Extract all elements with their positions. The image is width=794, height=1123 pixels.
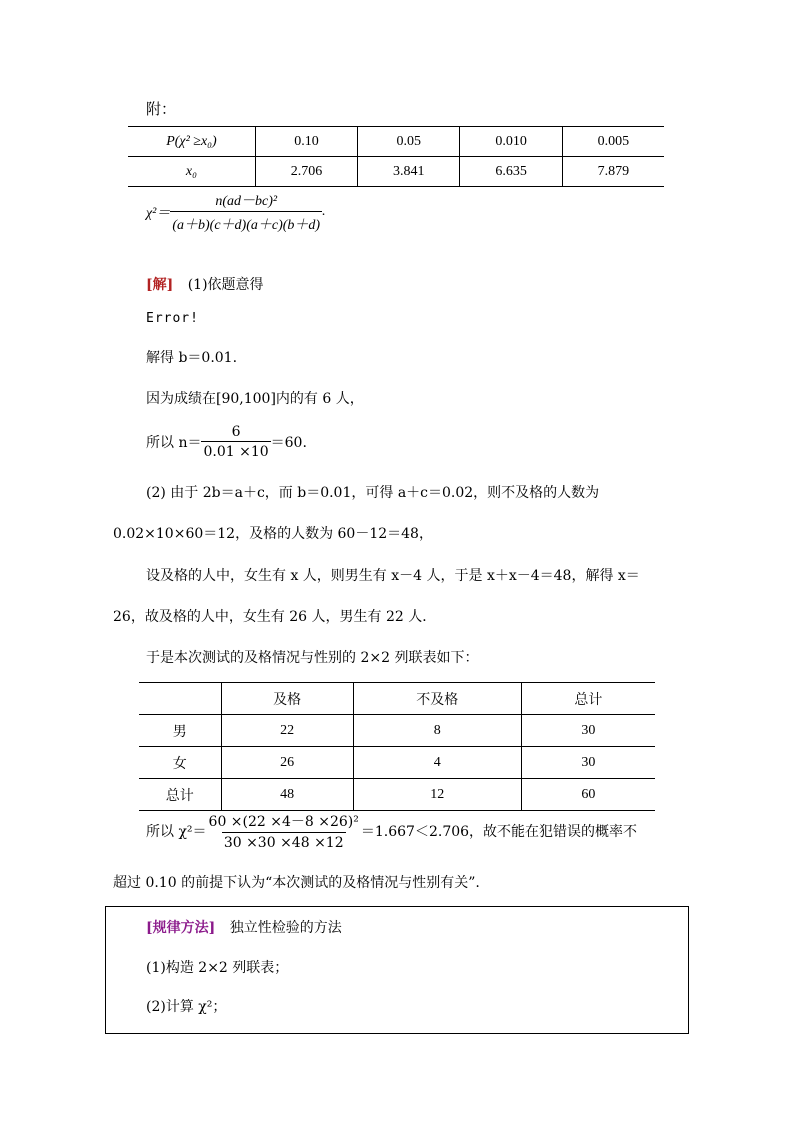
n-prefix: 所以 n＝ — [146, 435, 202, 451]
method-step-1: (1)构造 2×2 列联表； — [146, 960, 289, 976]
table-cell: 7.879 — [562, 157, 664, 187]
table-cell: 0.005 — [562, 127, 664, 157]
table-row — [128, 157, 664, 187]
chi-result: ＝1.667＜2.706，故不能在犯错误的概率不 — [360, 824, 638, 840]
n-result: ＝60. — [270, 435, 307, 451]
range-line: 因为成绩在[90,100]内的有 6 人， — [146, 391, 364, 407]
table-intro: 于是本次测试的及格情况与性别的 2×2 列联表如下： — [146, 650, 479, 666]
table-cell: 26 — [221, 747, 353, 779]
chi-prefix: 所以 χ²＝ — [146, 824, 207, 840]
table-cell: 4 — [353, 747, 521, 779]
n-denominator: 0.01 ×10 — [201, 441, 270, 460]
part2-line4: 26，故及格的人中，女生有 26 人，男生有 22 人． — [113, 609, 437, 625]
table-row — [139, 747, 655, 779]
table-cell: x₀ — [128, 157, 255, 187]
table-cell: 30 — [521, 747, 655, 779]
solve-b: 解得 b＝0.01. — [146, 350, 238, 366]
part2-line1: (2) 由于 2b＝a＋c，而 b＝0.01，可得 a＋c＝0.02，则不及格的人数为 — [146, 485, 600, 501]
chi-square-formula — [146, 190, 326, 234]
table-cell: 女 — [139, 747, 221, 779]
appendix-label: 附： — [146, 100, 177, 118]
formula-fraction — [170, 190, 322, 234]
solution-tag: [解] — [146, 277, 174, 293]
table-cell: 48 — [221, 779, 353, 811]
table-header: 不及格 — [353, 683, 521, 715]
chi-fraction — [207, 811, 361, 851]
chi-numerator: 60 ×(22 ×4－8 ×26)² — [208, 814, 359, 830]
part2-line2: 0.02×10×60＝12，及格的人数为 60－12＝48， — [113, 526, 433, 542]
n-fraction — [201, 424, 270, 460]
table-cell — [139, 683, 221, 715]
table-header-row — [139, 683, 655, 715]
table-header: 及格 — [221, 683, 353, 715]
method-box — [105, 906, 689, 1034]
formula-numerator: n(ad－bc)² — [215, 194, 278, 209]
n-formula — [146, 424, 307, 460]
table-header: 总计 — [521, 683, 655, 715]
formula-denominator: (a＋b)(c＋d)(a＋c)(b＋d) — [170, 211, 322, 234]
critical-value-table — [128, 126, 664, 187]
chi-computation — [146, 811, 637, 851]
part2-line3: 设及格的人中，女生有 x 人，则男生有 x－4 人，于是 x＋x－4＝48，解得 x＝ — [146, 568, 640, 584]
solution-header — [146, 274, 264, 294]
method-step-2: (2)计算 χ²； — [146, 999, 227, 1015]
contingency-table — [139, 682, 655, 811]
n-numerator: 6 — [231, 424, 241, 440]
table-row — [139, 779, 655, 811]
table-cell: 3.841 — [358, 157, 460, 187]
chi-denominator: 30 ×30 ×48 ×12 — [222, 832, 346, 851]
table-cell: 6.635 — [460, 157, 562, 187]
table-row — [139, 715, 655, 747]
error-text: Error! — [146, 311, 199, 326]
table-cell: 2.706 — [255, 157, 357, 187]
formula-tail: . — [322, 204, 326, 219]
method-title: 独立性检验的方法 — [229, 920, 342, 936]
table-cell: 总计 — [139, 779, 221, 811]
part1-intro: (1)依题意得 — [187, 277, 264, 293]
conclusion: 超过 0.10 的前提下认为“本次测试的及格情况与性别有关”. — [113, 875, 480, 891]
formula-lhs: χ²＝ — [146, 206, 171, 221]
table-cell: 60 — [521, 779, 655, 811]
table-cell: 22 — [221, 715, 353, 747]
table-cell: 0.05 — [358, 127, 460, 157]
method-header — [146, 917, 342, 937]
table-cell: 男 — [139, 715, 221, 747]
table-cell: 0.10 — [255, 127, 357, 157]
table-cell: 12 — [353, 779, 521, 811]
table-cell: P(χ² ≥x₀) — [128, 127, 255, 157]
table-cell: 0.010 — [460, 127, 562, 157]
table-row — [128, 127, 664, 157]
table-cell: 30 — [521, 715, 655, 747]
table-cell: 8 — [353, 715, 521, 747]
method-tag: [规律方法] — [146, 920, 216, 936]
